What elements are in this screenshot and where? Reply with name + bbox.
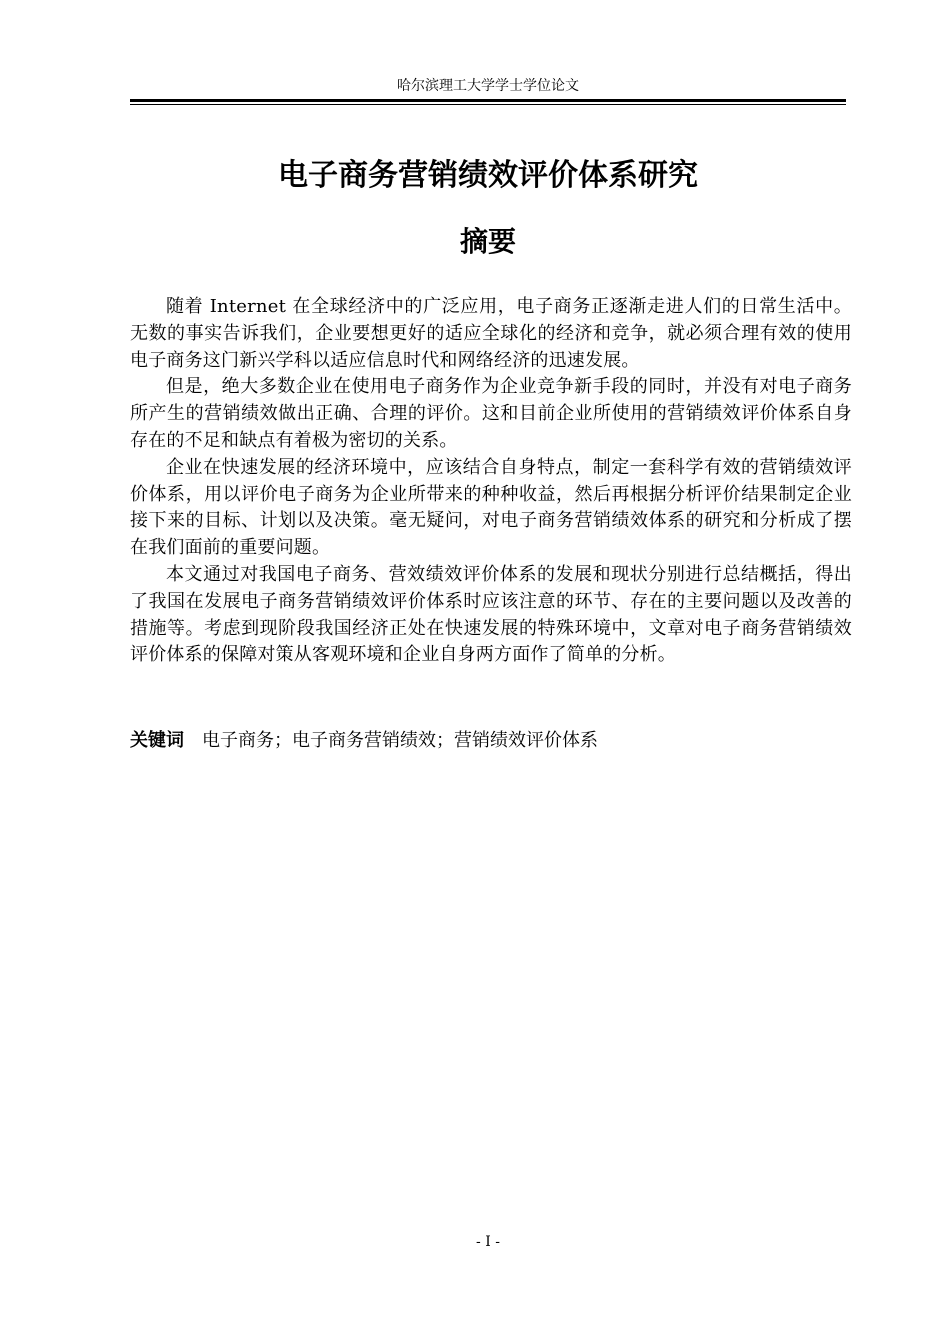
abstract-heading: 摘要	[459, 225, 516, 258]
abstract-paragraph-3: 企业在快速发展的经济环境中，应该结合自身特点，制定一套科学有效的营销绩效评价体系，用以评价电子商务为企业所带来的种种收益，然后再根据分析评价结果制定企业接下来的目标、计划以及决策。毫无疑问，对电子商务营销绩效体系的研究和分析成了摆在我们面前的重要问题。	[130, 456, 852, 559]
abstract-body	[130, 294, 852, 669]
header-rule-thick	[130, 99, 846, 102]
abstract-paragraph-1: 随着 Internet 在全球经济中的广泛应用，电子商务正逐渐走进人们的日常生活中。无数的事实告诉我们，企业要想更好的适应全球化的经济和竞争，就必须合理有效的使用电子商务这门新兴学科以适应信息时代和网络经济的迅速发展。	[130, 296, 852, 371]
keywords-line	[130, 728, 846, 754]
abstract-paragraph-2: 但是，绝大多数企业在使用电子商务作为企业竞争新手段的同时，并没有对电子商务所产生的营销绩效做出正确、合理的评价。这和目前企业所使用的营销绩效评价体系自身存在的不足和缺点有着极为密切的关系。	[130, 376, 852, 451]
header-rule-thin	[130, 104, 846, 105]
running-header: 哈尔滨理工大学学士学位论文	[397, 78, 579, 94]
abstract-paragraph-4: 本文通过对我国电子商务、营效绩效评价体系的发展和现状分别进行总结概括，得出了我国在发展电子商务营销绩效评价体系时应该注意的环节、存在的主要问题以及改善的措施等。考虑到现阶段我国经济正处在快速发展的特殊环境中，文章对电子商务营销绩效评价体系的保障对策从客观环境和企业自身两方面作了简单的分析。	[130, 563, 852, 666]
keywords-value: 电子商务；电子商务营销绩效；营销绩效评价体系	[202, 730, 598, 751]
document-title: 电子商务营销绩效评价体系研究	[278, 158, 698, 193]
page-number: - I -	[476, 1234, 500, 1250]
keywords-label: 关键词	[130, 730, 184, 751]
